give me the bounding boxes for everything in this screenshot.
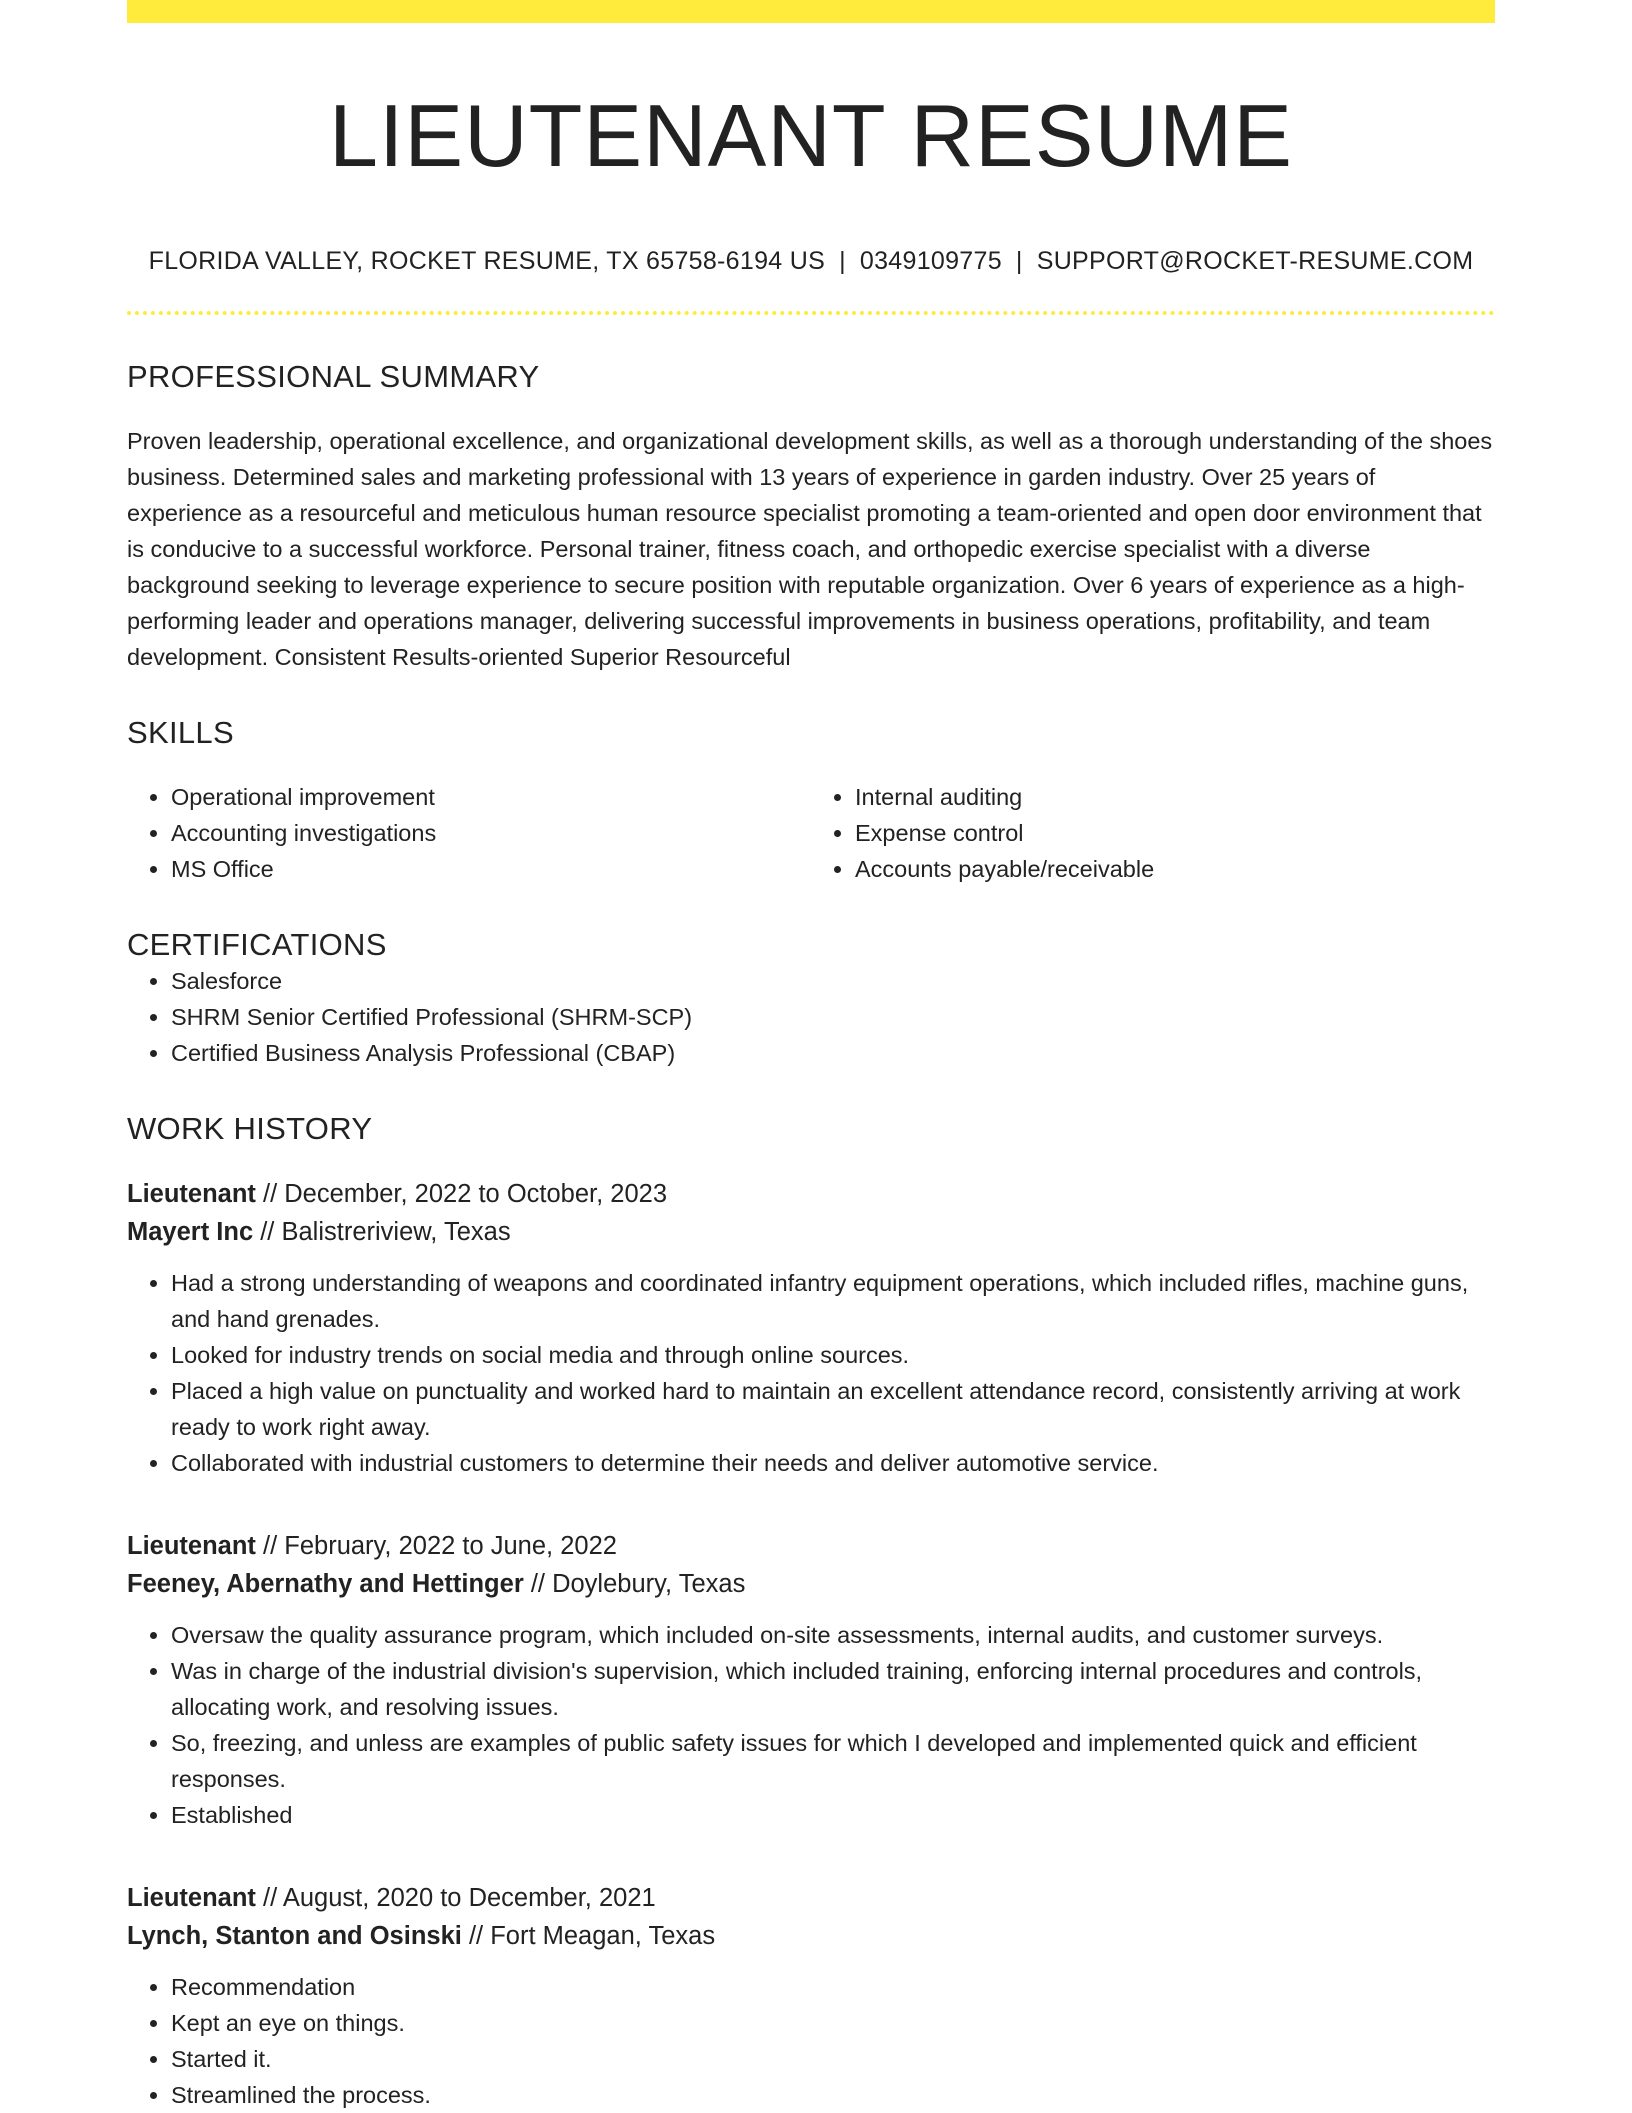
job-company: Feeney, Abernathy and Hettinger (127, 1569, 524, 1598)
job-bullet: • Established (171, 1797, 1495, 1833)
job-company: Mayert Inc (127, 1217, 254, 1246)
job-bullet: • Was in charge of the industrial division's supervision, which included training, enforcing internal procedures and controls, allocating work, and resolving issues. (171, 1653, 1495, 1725)
certification-item: • Salesforce (171, 963, 1495, 999)
certification-item: • Certified Business Analysis Professional (CBAP) (171, 1035, 1495, 1071)
skill-item: • Operational improvement (171, 779, 811, 815)
skills-list-left (127, 779, 811, 887)
skills-heading: SKILLS (127, 714, 234, 750)
contact-address: FLORIDA VALLEY, ROCKET RESUME, TX 65758-6194 US (148, 246, 826, 275)
contact-email[interactable]: SUPPORT@ROCKET-RESUME.COM (1036, 246, 1474, 275)
job-company-line (127, 1917, 1495, 1955)
job-role: Lieutenant (127, 1531, 256, 1560)
dotted-divider (127, 311, 1495, 315)
accent-top-bar (127, 0, 1495, 23)
job-bullet: • Streamlined the process. (171, 2077, 1495, 2113)
job-role-line (127, 1527, 1495, 1565)
job-bullets (127, 1265, 1495, 1481)
skill-item: • Accounts payable/receivable (855, 851, 1495, 887)
job-company-line (127, 1213, 1495, 1251)
job-bullet: • Had a strong understanding of weapons and coordinated infantry equipment operations, which included rifles, machine guns, and hand grenades. (171, 1265, 1495, 1337)
job-bullet: • Collaborated with industrial customers to determine their needs and deliver automotive service. (171, 1445, 1495, 1481)
job-bullets (127, 1617, 1495, 1833)
certifications-heading: CERTIFICATIONS (127, 926, 387, 962)
job-company-line (127, 1565, 1495, 1603)
job-bullet: • Recommendation (171, 1969, 1495, 2005)
job-entry (127, 1175, 1495, 1481)
job-location: // Fort Meagan, Texas (461, 1921, 716, 1950)
certifications-list (127, 963, 1495, 1071)
job-dates: // February, 2022 to June, 2022 (255, 1531, 617, 1560)
job-bullets (127, 1969, 1495, 2113)
work-history-heading: WORK HISTORY (127, 1110, 373, 1146)
resume-title: LIEUTENANT RESUME (329, 86, 1293, 185)
job-role: Lieutenant (127, 1883, 256, 1912)
job-role-line (127, 1175, 1495, 1213)
job-dates: // December, 2022 to October, 2023 (255, 1179, 668, 1208)
summary-text: Proven leadership, operational excellence, and organizational development skills, as well as a thorough understanding of the shoes business. Determined sales and marketing professional with 13 years of experience in garden industry. Over 25 years of experience as a resourceful and meticulous human resource specialist promoting a team-oriented and open door environment that is conducive to a successful workforce. Personal trainer, fitness coach, and orthopedic exercise specialist with a diverse background seeking to leverage experience to secure position with reputable organization. Over 6 years of experience as a high-performing leader and operations manager, delivering successful improvements in business operations, profitability, and team development. Consistent Results-oriented Superior Resourceful (127, 427, 1493, 670)
job-bullet: • Kept an eye on things. (171, 2005, 1495, 2041)
contact-line (127, 247, 1495, 276)
job-entry (127, 1879, 1495, 2113)
job-entry (127, 1527, 1495, 1833)
contact-phone[interactable]: 0349109775 (859, 246, 1002, 275)
job-bullet: • Oversaw the quality assurance program, which included on-site assessments, internal audits, and customer surveys. (171, 1617, 1495, 1653)
job-company: Lynch, Stanton and Osinski (127, 1921, 462, 1950)
job-bullet: • Placed a high value on punctuality and worked hard to maintain an excellent attendance record, consistently arriving at work ready to work right away. (171, 1373, 1495, 1445)
contact-separator: | (1015, 246, 1023, 275)
job-dates: // August, 2020 to December, 2021 (255, 1883, 656, 1912)
job-bullet: • Started it. (171, 2041, 1495, 2077)
resume-page (127, 0, 1495, 2113)
certification-item: • SHRM Senior Certified Professional (SHRM-SCP) (171, 999, 1495, 1035)
job-location: // Balistreriview, Texas (253, 1217, 511, 1246)
job-bullet: • Looked for industry trends on social media and through online sources. (171, 1337, 1495, 1373)
job-role-line (127, 1879, 1495, 1917)
skill-item: • Accounting investigations (171, 815, 811, 851)
job-bullet: • So, freezing, and unless are examples of public safety issues for which I developed and implemented quick and efficient responses. (171, 1725, 1495, 1797)
skills-list-right (811, 779, 1495, 887)
skills-grid (127, 779, 1495, 887)
summary-heading: PROFESSIONAL SUMMARY (127, 358, 540, 394)
contact-separator: | (839, 246, 846, 275)
skill-item: • Internal auditing (855, 779, 1495, 815)
skill-item: • MS Office (171, 851, 811, 887)
job-location: // Doylebury, Texas (523, 1569, 746, 1598)
job-role: Lieutenant (127, 1179, 256, 1208)
skill-item: • Expense control (855, 815, 1495, 851)
